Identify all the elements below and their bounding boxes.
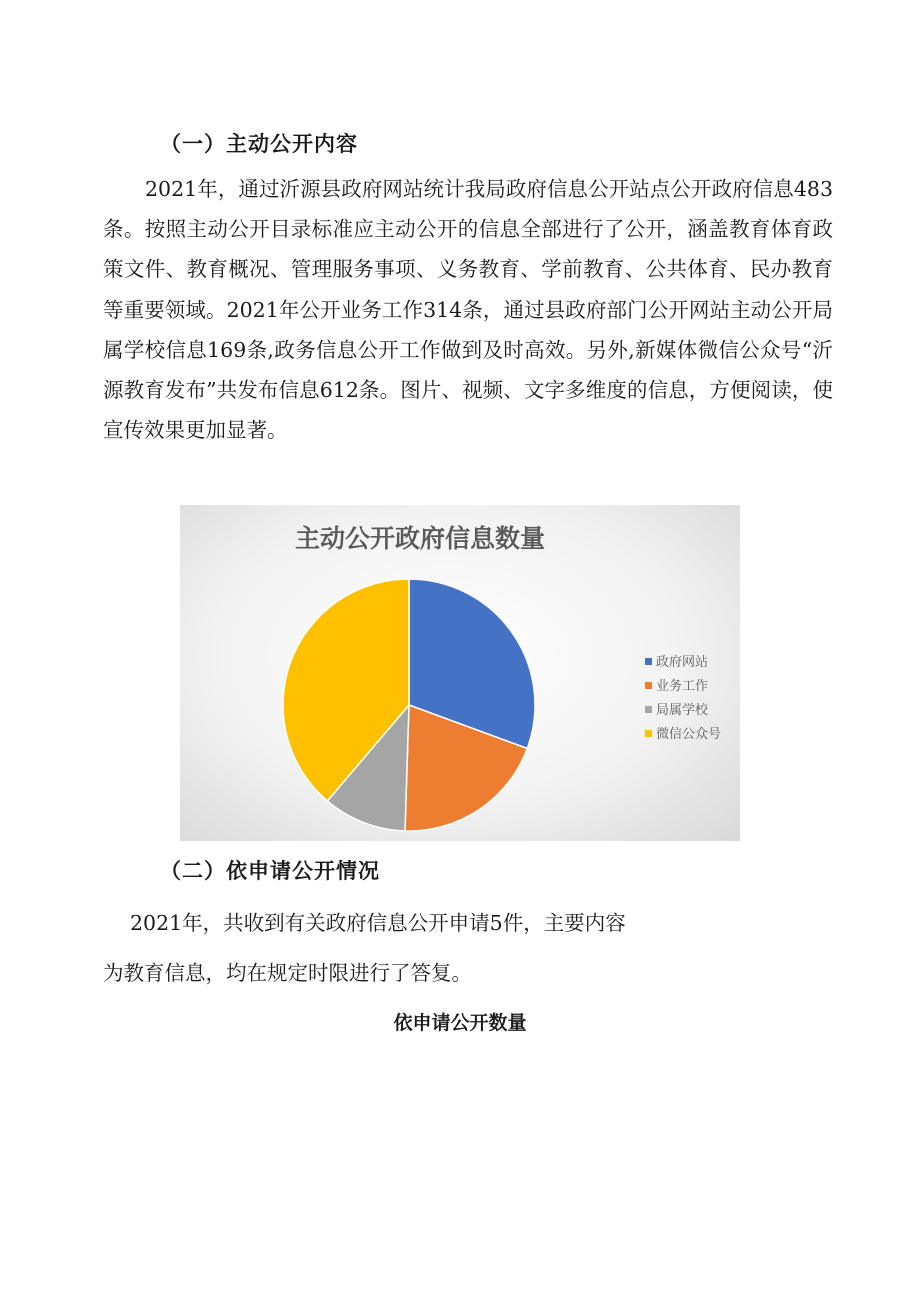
pie-chart	[180, 505, 740, 841]
proactive-disclosure-paragraph: 2021年，通过沂源县政府网站统计我局政府信息公开站点公开政府信息483条。按照主动公开目录标准应主动公开的信息全部进行了公开，涵盖教育体育政策文件、教育概况、管理服务事项、义务教育、学前教育、公共体育、民办教育等重要领域。2021年公开业务工作314条，通过县政府部门公开网站主动公开局属学校信息169条,政务信息公开工作做到及时高效。另外,新媒体微信公众号“沂源教育发布”共发布信息612条。图片、视频、文字多维度的信息，方便阅读，使宣传效果更加显著。	[103, 177, 833, 443]
legend-swatch-1	[645, 658, 652, 665]
on-request-paragraph-line-2: 为教育信息，均在规定时限进行了答复。	[103, 961, 472, 985]
chart-title: 主动公开政府信息数量	[294, 524, 546, 553]
pie-chart-figure	[180, 505, 740, 841]
legend-swatch-2	[645, 682, 652, 689]
section-heading-proactive: （一）主动公开内容	[160, 132, 358, 156]
legend-swatch-4	[645, 730, 652, 737]
legend-label-4: 微信公众号	[656, 727, 722, 742]
section-heading-on-request: （二）依申请公开情况	[160, 859, 380, 883]
legend-label-2: 业务工作	[656, 679, 709, 694]
chart-legend	[645, 654, 721, 742]
on-request-paragraph-line-1: 2021年，共收到有关政府信息公开申请5件，主要内容	[130, 911, 626, 935]
on-request-chart-caption: 依申请公开数量	[393, 1012, 527, 1034]
legend-swatch-3	[645, 706, 652, 713]
legend-label-1: 政府网站	[656, 655, 709, 670]
legend-label-3: 局属学校	[656, 703, 709, 718]
pie-slices	[283, 579, 535, 831]
